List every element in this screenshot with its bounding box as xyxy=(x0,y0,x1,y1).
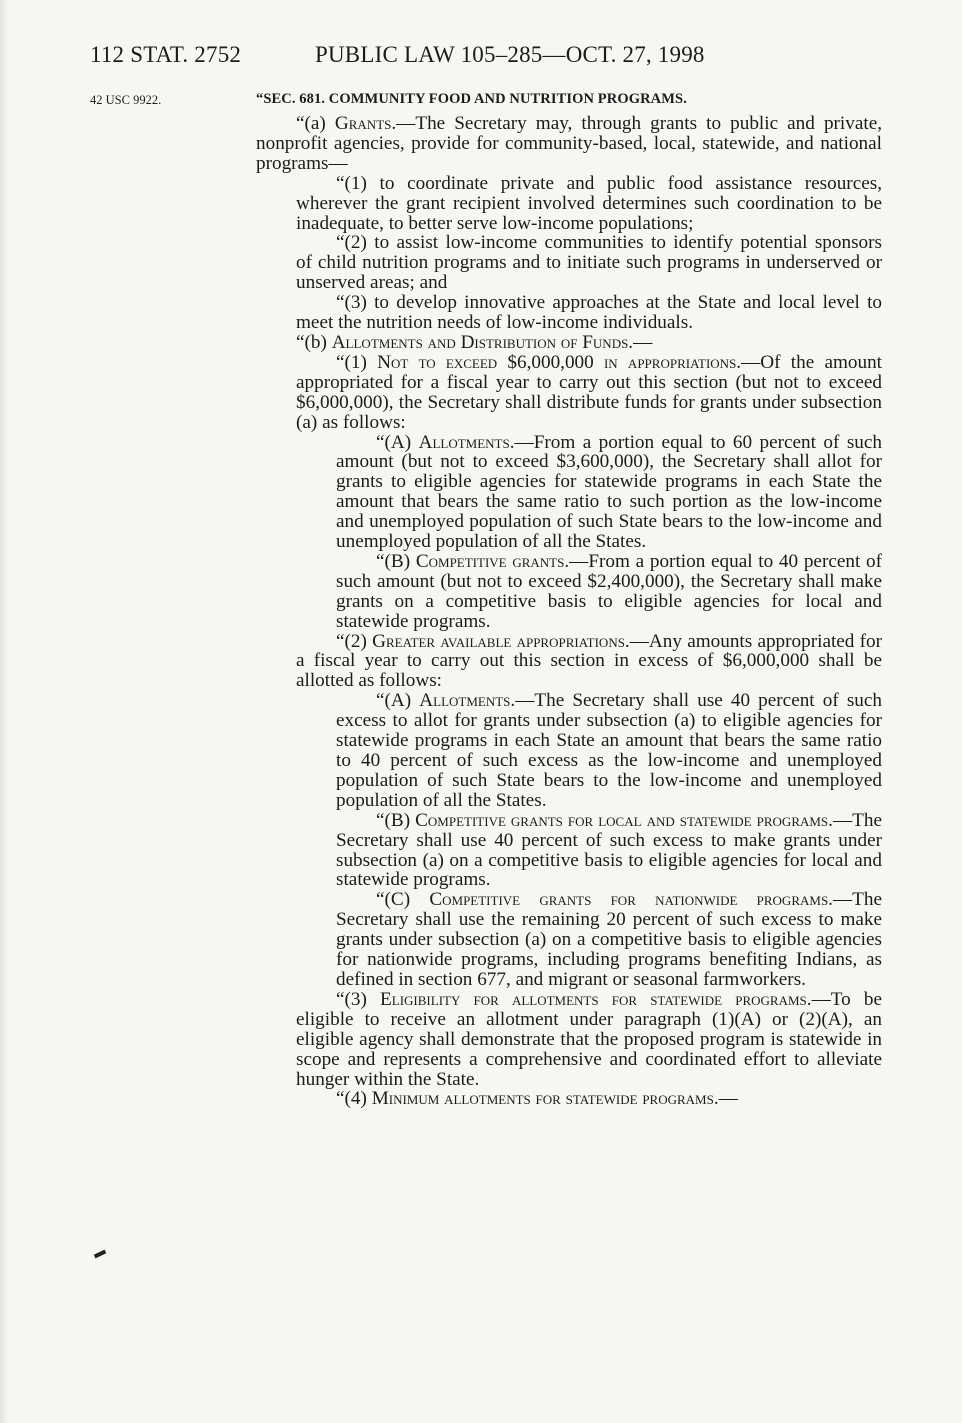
subsection-b-heading: Allotments and Distribution of Funds. xyxy=(331,331,634,353)
subsection-b: “(b) Allotments and Distribution of Funds.— xyxy=(296,331,653,353)
subsection-a: “(a) Grants.—The Secretary may, through grants to public and private, nonprofit agencies, provide for community-based, local, statewide, and national programs— xyxy=(256,113,883,174)
subparagraph-b-2-c: “(C) Competitive grants for nationwide programs.—The Secretary shall use the remaining 20 percent of such excess to make grants under subsection (a) on a competitive basis to eligible agencies for nationwide programs, including programs benefiting Indians, as defined in section 677, and migrant or seasonal farmworkers. xyxy=(336,889,882,990)
paragraph-b-1-heading: Not to exceed $6,000,000 in appropriations. xyxy=(377,351,742,373)
paragraph-b-1: “(1) Not to exceed $6,000,000 in appropriations.—Of the amount appropriated for a fiscal year to carry out this section (but not to exceed $6,000,000), the Secretary shall distribute funds for grants under subsection (a) as follows: xyxy=(296,351,882,433)
page-reference: 112 STAT. 2752 xyxy=(90,42,242,67)
subparagraph-b-2-a-heading: Allotments. xyxy=(419,690,516,712)
stray-ink-mark xyxy=(94,1250,107,1259)
paragraph-a-1: “(1) to coordinate private and public food assistance resources, wherever the grant recipient involved determines such coordination to be inadequate, to better serve low-income populations; xyxy=(296,172,882,234)
paragraph-a-2: “(2) to assist low-income communities to identify potential sponsors of child nutrition programs and to initiate such programs in underserved or unserved areas; and xyxy=(296,232,882,294)
subparagraph-b-1-b: “(B) Competitive grants.—From a portion equal to 40 percent of such amount (but not to exceed $2,400,000), the Secretary shall make grants on a competitive basis to eligible agencies for local and statewide programs. xyxy=(336,550,882,632)
page-edge xyxy=(0,0,8,1423)
paragraph-b-3: “(3) Eligibility for allotments for statewide programs.—To be eligible to receive an allotment under paragraph (1)(A) or (2)(A), an eligible agency shall demonstrate that the proposed program is statewide in scope and represents a comprehensive and coordinated effort to alleviate hunger within the State. xyxy=(296,988,882,1090)
subparagraph-b-2-a: “(A) Allotments.—The Secretary shall use 40 percent of such excess to allot for grants under subsection (a) to eligible agencies for statewide programs in each State an amount that bears the same ratio to 40 percent of such excess as the low-income and unemployed population of such State bears to the low-income and unemployed population of all the States. xyxy=(336,690,883,811)
subparagraph-b-2-c-heading: Competitive grants for nationwide programs. xyxy=(429,889,833,911)
subparagraph-b-2-b: “(B) Competitive grants for local and statewide programs.—The Secretary shall use 40 percent of such excess to make grants under subsection (a) on a competitive basis to eligible agencies for local and statewide programs. xyxy=(336,809,882,891)
paragraph-a-3: “(3) to develop innovative approaches at the State and local level to meet the nutrition needs of low-income individuals. xyxy=(296,292,882,334)
subparagraph-b-1-a: “(A) Allotments.—From a portion equal to 60 percent of such amount (but not to exceed $3,600,000), the Secretary shall allot for grants to eligible agencies for statewide programs in each State the amount that bears the same ratio to such portion as the low-income and unemployed population of such State bears to the low-income and unemployed population of all the States. xyxy=(336,431,883,553)
public-law-reference: PUBLIC LAW 105–285—OCT. 27, 1998 xyxy=(315,42,705,67)
paragraph-b-2-heading: Greater available appropriations. xyxy=(372,630,630,652)
paragraph-b-2: “(2) Greater available appropriations.—Any amounts appropriated for a fiscal year to carry out this section in excess of $6,000,000 shall be allotted as follows: xyxy=(296,630,882,692)
paragraph-b-4-heading: Minimum allotments for statewide programs. xyxy=(371,1088,719,1110)
subparagraph-b-1-a-heading: Allotments. xyxy=(418,431,515,453)
paragraph-b-4: “(4) Minimum allotments for statewide programs.— xyxy=(336,1088,738,1110)
subsection-a-heading: Grants. xyxy=(334,113,397,134)
section-heading: “SEC. 681. COMMUNITY FOOD AND NUTRITION PROGRAMS. xyxy=(256,91,687,107)
paragraph-b-3-heading: Eligibility for allotments for statewide programs. xyxy=(380,988,812,1010)
statute-body xyxy=(256,114,882,1109)
subparagraph-b-1-b-heading: Competitive grants. xyxy=(415,550,570,572)
subparagraph-b-2-b-heading: Competitive grants for local and statewide programs. xyxy=(415,809,833,831)
usc-margin-note: 42 USC 9922. xyxy=(90,93,162,107)
